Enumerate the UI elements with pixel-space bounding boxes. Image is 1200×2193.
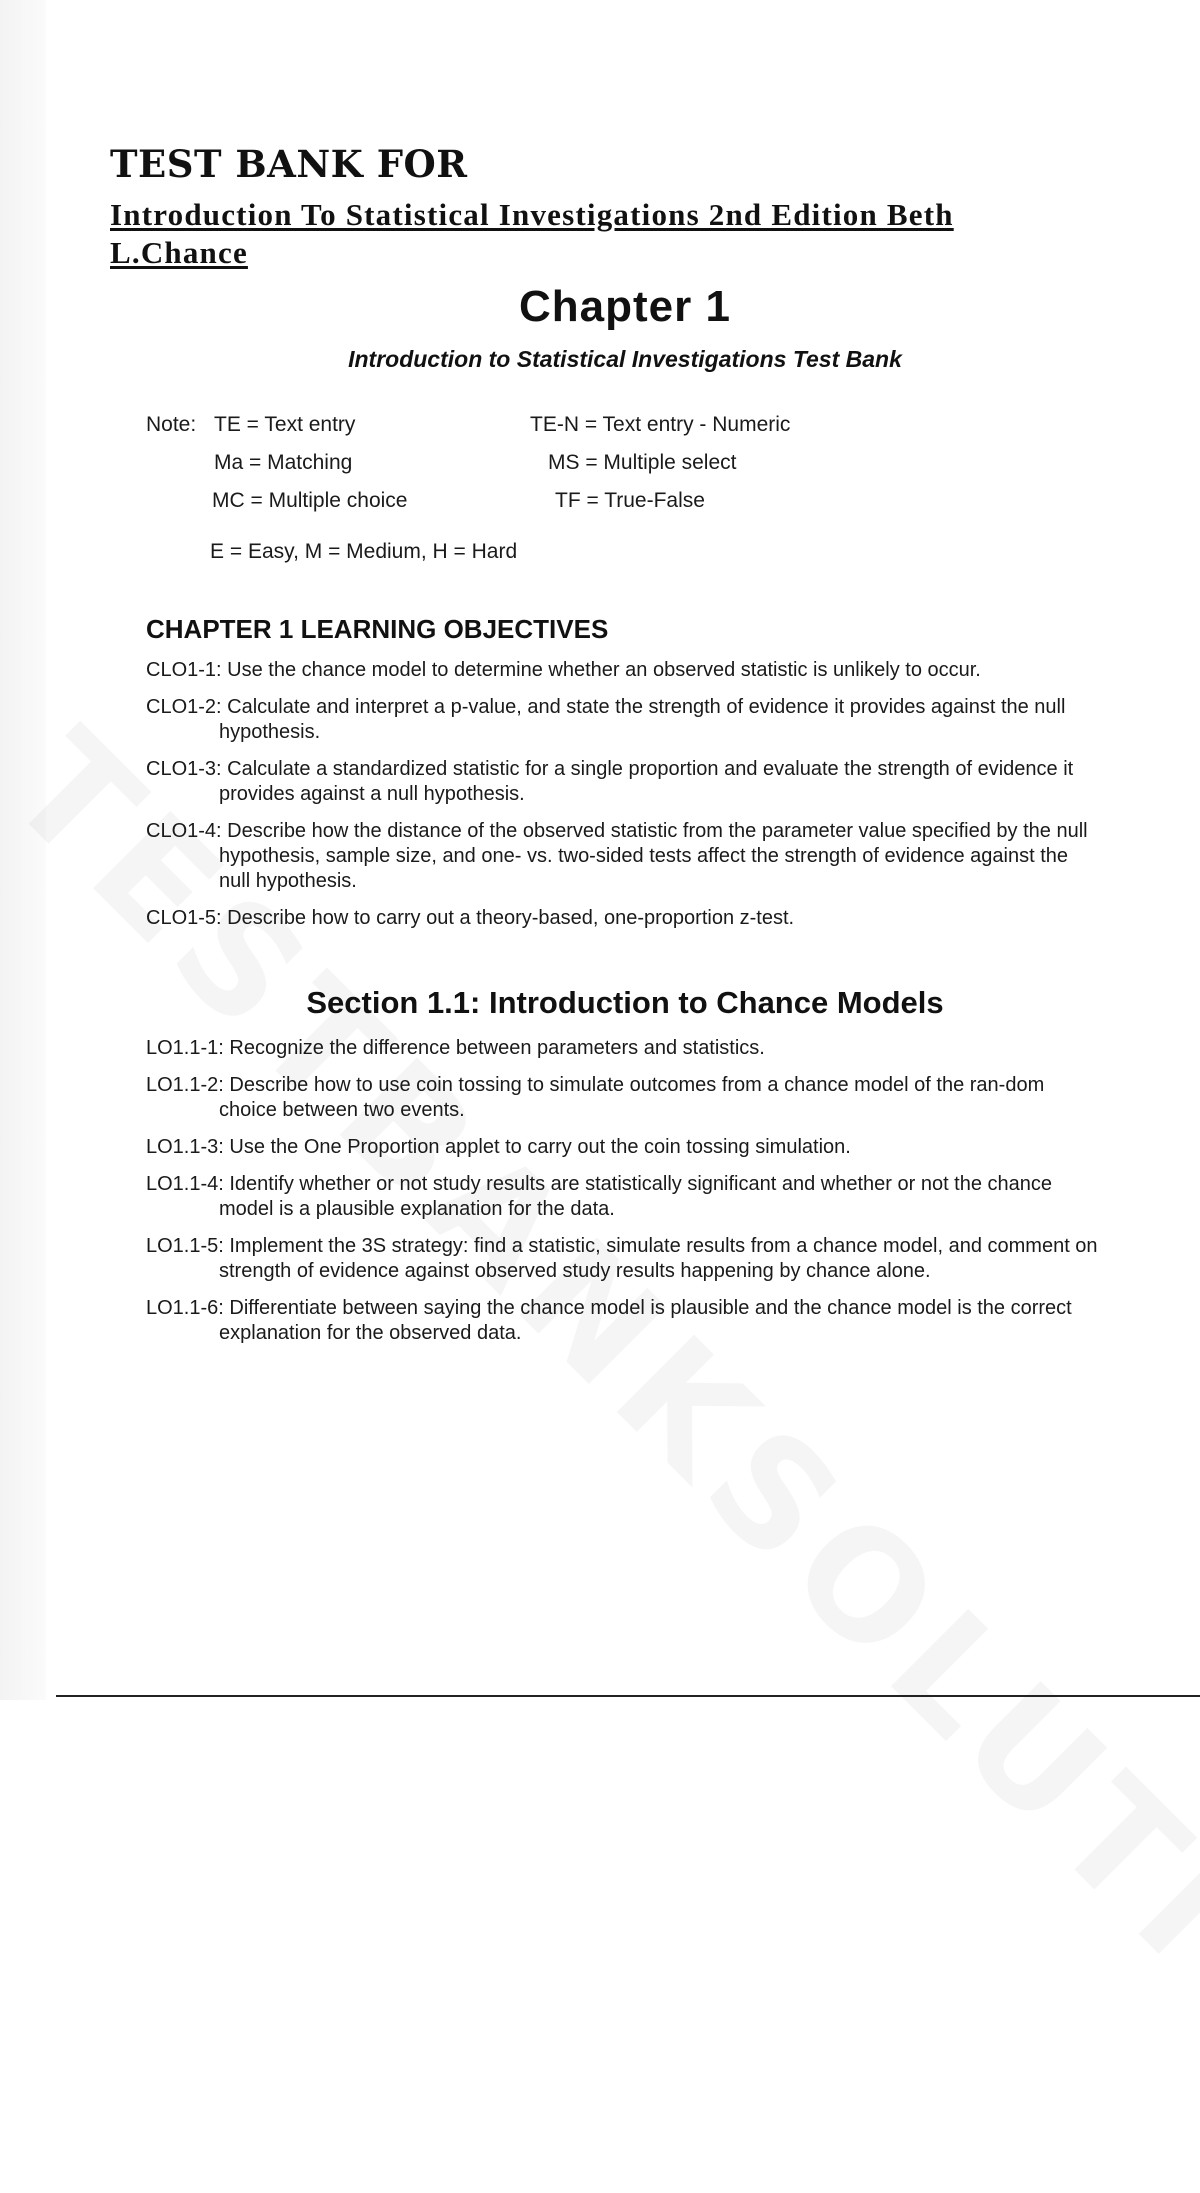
objective-item: CLO1-1: Use the chance model to determine whether an observed statistic is unlikely to occur.: [146, 659, 981, 681]
section-objectives-list: [146, 1036, 1101, 1358]
note-ma: Ma = Matching: [214, 451, 353, 474]
note-difficulty: E = Easy, M = Medium, H = Hard: [210, 540, 518, 563]
note-ms: MS = Multiple select: [548, 451, 737, 474]
objective-item: CLO1-2: Calculate and interpret a p-value, and state the strength of evidence it provides against the null hypothesis.: [146, 696, 1066, 743]
note-tf: TF = True-False: [555, 489, 705, 512]
section-objective-item: LO1.1-4: Identify whether or not study results are statistically significant and whether or not the chance model is a plausible explanation for the data.: [146, 1173, 1053, 1220]
footer-rule: [56, 1695, 1200, 1697]
section-title: Section 1.1: Introduction to Chance Models: [306, 985, 944, 1020]
section-objective-item: LO1.1-6: Differentiate between saying the chance model is plausible and the chance model is the correct explanation for the observed data.: [146, 1297, 1072, 1344]
chapter-subtitle: Introduction to Statistical Investigations Test Bank: [348, 346, 902, 372]
learning-objectives-list: [146, 658, 1101, 943]
section-objective-item: LO1.1-5: Implement the 3S strategy: find a statistic, simulate results from a chance model, and comment on strength of evidence against observed study results happening by chance alone.: [146, 1235, 1098, 1282]
scan-edge-shade: [0, 0, 46, 1700]
note-mc: MC = Multiple choice: [212, 489, 408, 512]
objective-item: CLO1-4: Describe how the distance of the observed statistic from the parameter value specified by the null hypothesis, sample size, and one- vs. two-sided tests affect the strength of evidence against the null hypothesis.: [146, 820, 1088, 892]
learning-objectives-heading: CHAPTER 1 LEARNING OBJECTIVES: [146, 614, 609, 644]
note-te: TE = Text entry: [214, 413, 356, 436]
test-bank-title: TEST BANK FOR: [110, 142, 468, 186]
section-objective-item: LO1.1-1: Recognize the difference between parameters and statistics.: [146, 1037, 765, 1059]
book-title: Introduction To Statistical Investigations 2nd Edition Beth L.Chance: [110, 197, 954, 270]
objective-item: CLO1-3: Calculate a standardized statistic for a single proportion and evaluate the strength of evidence it provides against a null hypothesis.: [146, 758, 1074, 805]
section-objective-item: LO1.1-2: Describe how to use coin tossing to simulate outcomes from a chance model of the ran-dom choice between two events.: [146, 1074, 1045, 1121]
objective-item: CLO1-5: Describe how to carry out a theory-based, one-proportion z-test.: [146, 907, 795, 929]
note-label: Note:: [146, 413, 197, 436]
section-objective-item: LO1.1-3: Use the One Proportion applet to carry out the coin tossing simulation.: [146, 1136, 851, 1158]
note-te-n: TE-N = Text entry - Numeric: [530, 413, 791, 436]
chapter-title: Chapter 1: [519, 282, 731, 331]
